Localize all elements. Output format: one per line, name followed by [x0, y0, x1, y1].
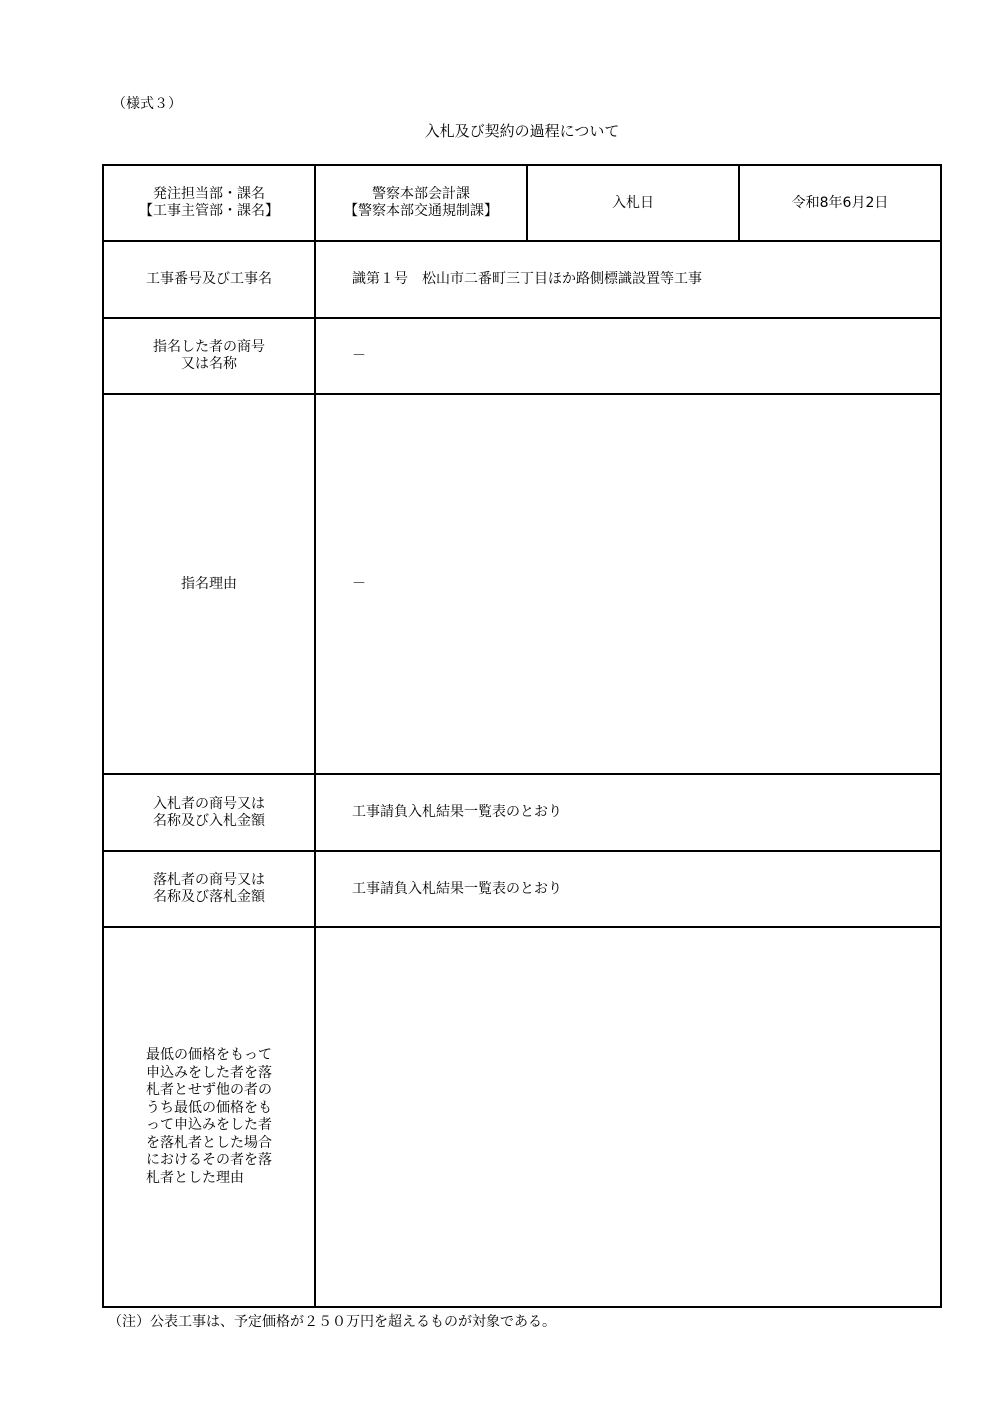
table-row — [103, 241, 941, 318]
form-number: （様式３） — [112, 96, 182, 112]
bid-date-label: 入札日 — [527, 165, 739, 241]
lowest-price-reason-value — [315, 927, 941, 1307]
lowest-price-reason-label-text: 最低の価格をもって 申込みをした者を落 札者とせず他の者の うち最低の価格をも って申込みをした者 を落札者とした場合 におけるその者を落 札者とした理由 — [146, 1047, 272, 1186]
winner-value: 工事請負入札結果一覧表のとおり — [315, 851, 941, 927]
table-row — [103, 774, 941, 851]
bidders-value: 工事請負入札結果一覧表のとおり — [315, 774, 941, 851]
table-row — [103, 394, 941, 774]
bid-date-value: 令和8年6月2日 — [739, 165, 941, 241]
nomination-reason-label: 指名理由 — [103, 394, 315, 774]
table-row — [103, 165, 941, 241]
dept-value: 警察本部会計課 【警察本部交通規制課】 — [315, 165, 527, 241]
project-label: 工事番号及び工事名 — [103, 241, 315, 318]
document-title: 入札及び契約の過程について — [424, 122, 620, 140]
project-value: 識第１号 松山市二番町三丁目ほか路側標識設置等工事 — [315, 241, 941, 318]
table-row — [103, 927, 941, 1307]
lowest-price-reason-label — [103, 927, 315, 1307]
table-row — [103, 851, 941, 927]
dept-label: 発注担当部・課名 【工事主管部・課名】 — [103, 165, 315, 241]
winner-label: 落札者の商号又は 名称及び落札金額 — [103, 851, 315, 927]
nominee-label: 指名した者の商号 又は名称 — [103, 318, 315, 394]
contract-process-table — [102, 164, 942, 1308]
nominee-value: － — [315, 318, 941, 394]
footnote: （注）公表工事は、予定価格が２５０万円を超えるものが対象である。 — [108, 1314, 556, 1330]
table-row — [103, 318, 941, 394]
bidders-label: 入札者の商号又は 名称及び入札金額 — [103, 774, 315, 851]
nomination-reason-value: － — [315, 394, 941, 774]
